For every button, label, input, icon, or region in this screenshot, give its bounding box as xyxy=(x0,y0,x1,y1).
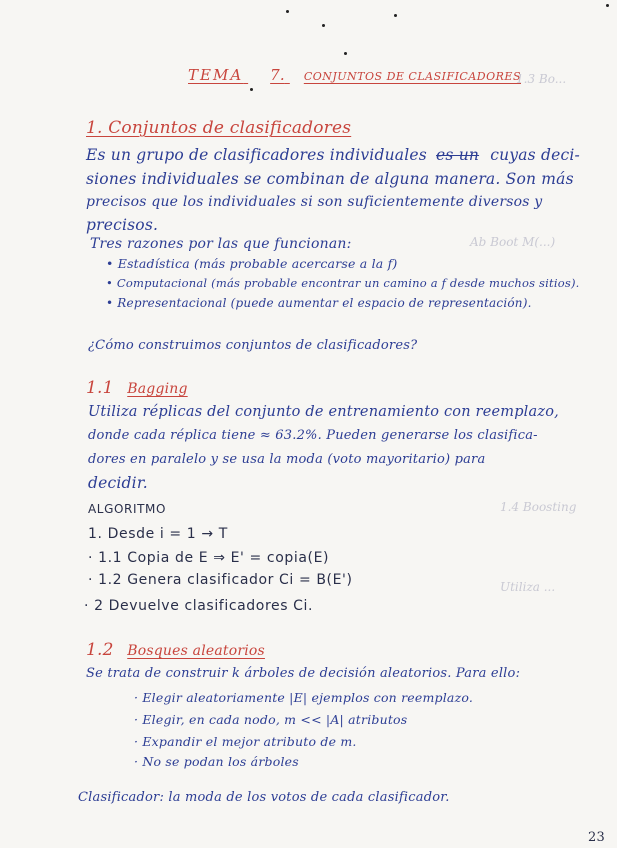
s1-p1-strike: es un xyxy=(436,146,480,164)
algorithm-label: ALGORITMO xyxy=(88,502,167,516)
s1-paragraph-line xyxy=(86,146,580,164)
s12-item: · Expandir el mejor atributo de m. xyxy=(134,734,357,749)
page-title xyxy=(188,66,521,84)
reason-item: • Representacional (puede aumentar el espacio de representación). xyxy=(106,296,532,310)
s12-p-line1: Se trata de construir k árboles de decisión aleatorios. Para ello: xyxy=(86,666,521,681)
ink-speck xyxy=(394,14,397,17)
s11-p-line1: Utiliza réplicas del conjunto de entrenamiento con reemplazo, xyxy=(88,404,559,420)
title-tema: TEMA xyxy=(188,66,244,84)
s12-conclusion: Clasificador: la moda de los votos de cada clasificador. xyxy=(78,790,450,805)
algorithm-step: · 1.1 Copia de E ⇒ E' = copia(E) xyxy=(88,550,330,566)
reason-item: • Estadística (más probable acercarse a la f) xyxy=(106,256,398,271)
s1-p1-line2: siones individuales se combinan de alguna manera. Son más xyxy=(86,170,574,188)
s11-p-line4: decidir. xyxy=(88,474,148,492)
s11-heading-text: Bagging xyxy=(127,381,188,397)
bleed-through-text: 1.3 Bo... xyxy=(516,72,567,86)
s11-heading-number: 1.1 xyxy=(86,378,114,398)
s12-item: · No se podan los árboles xyxy=(134,754,299,769)
s12-item: · Elegir aleatoriamente |E| ejemplos con reemplazo. xyxy=(134,690,474,705)
title-number: 7. xyxy=(270,66,285,84)
ink-speck xyxy=(286,10,289,13)
section-1-1-heading xyxy=(86,378,188,398)
bleed-through-text: Ab Boot M(...) xyxy=(470,235,556,249)
s12-item: · Elegir, en cada nodo, m << |A| atributos xyxy=(134,712,408,727)
title-text: CONJUNTOS DE CLASIFICADORES xyxy=(303,70,521,83)
bleed-through-text: 1.4 Boosting xyxy=(500,500,577,514)
s11-p-line3: dores en paralelo y se usa la moda (voto mayoritario) para xyxy=(88,452,486,467)
page-number: 23 xyxy=(588,830,605,845)
algorithm-step: · 1.2 Genera clasificador Ci = B(E') xyxy=(88,572,353,588)
s1-p1-line3: precisos que los individuales si son suficientemente diversos y xyxy=(86,194,543,210)
ink-speck xyxy=(606,4,609,7)
s1-p1-line1-end: cuyas deci- xyxy=(490,146,580,164)
bleed-through-text: Utiliza ... xyxy=(500,580,556,594)
reason-item: • Computacional (más probable encontrar un camino a f desde muchos sitios). xyxy=(106,276,580,290)
s1-question: ¿Cómo construimos conjuntos de clasificadores? xyxy=(88,338,418,353)
ink-speck xyxy=(322,24,325,27)
section-1-2-heading xyxy=(86,640,265,660)
ink-speck xyxy=(250,88,253,91)
s12-heading-text: Bosques aleatorios xyxy=(127,643,265,659)
algorithm-step: 1. Desde i = 1 → T xyxy=(88,526,228,542)
s1-p1-line4: precisos. xyxy=(86,216,159,234)
algorithm-step: · 2 Devuelve clasificadores Ci. xyxy=(84,598,314,614)
reasons-intro: Tres razones por las que funcionan: xyxy=(90,236,352,252)
ink-speck xyxy=(344,52,347,55)
section-1-heading: 1. Conjuntos de clasificadores xyxy=(86,118,352,138)
s11-p-line2: donde cada réplica tiene ≈ 63.2%. Pueden generarse los clasifica- xyxy=(88,428,538,443)
s12-heading-number: 1.2 xyxy=(86,640,114,660)
s1-p1-line1: Es un grupo de clasificadores individuales xyxy=(86,146,427,164)
